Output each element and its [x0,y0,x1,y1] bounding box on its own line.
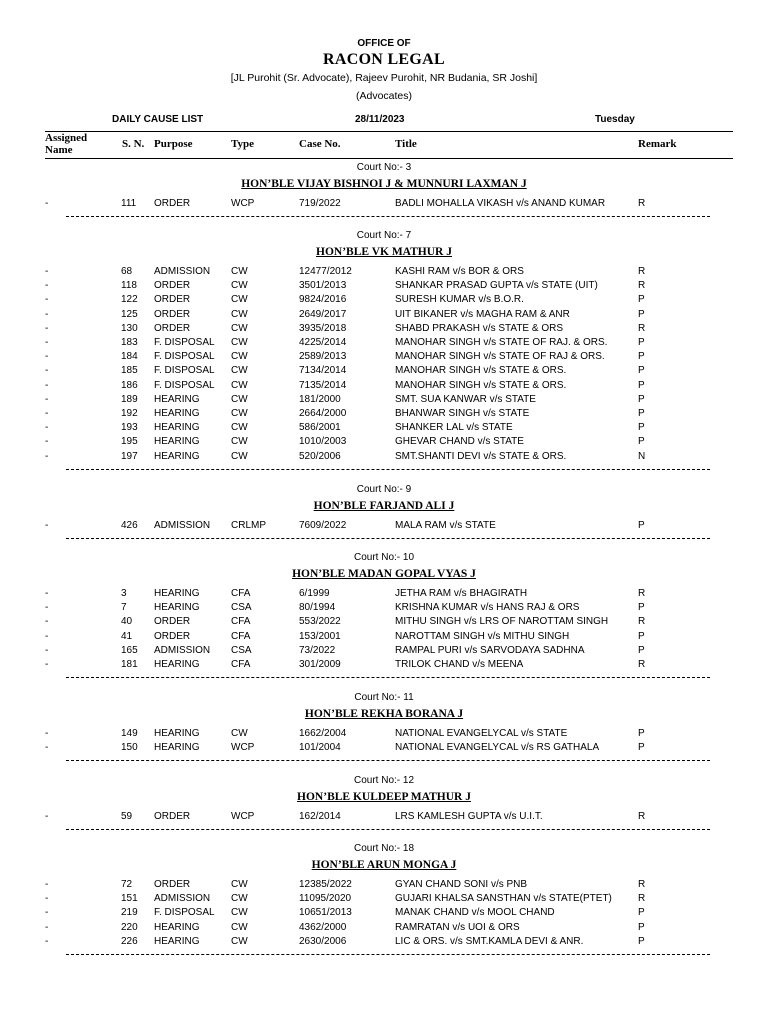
assigned-cell: - [45,602,49,614]
assigned-cell: - [45,379,49,391]
case-row [0,309,768,323]
section-separator [66,829,710,830]
purpose-cell: ORDER [154,322,191,334]
serial-number-cell: 184 [121,351,138,363]
case-title-cell: KASHI RAM v/s BOR & ORS [395,266,524,277]
remark-cell: R [638,879,646,890]
case-title-cell: BHANWAR SINGH v/s STATE [395,408,530,419]
case-number-cell: 7135/2014 [299,379,347,391]
remark-cell: P [638,351,645,363]
case-row [0,936,768,950]
purpose-cell: F. DISPOSAL [154,379,215,391]
case-row [0,451,768,465]
case-number-cell: 6/1999 [299,588,330,599]
assigned-cell: - [45,907,49,919]
remark-cell: R [638,616,646,628]
case-number-cell: 12385/2022 [299,879,352,890]
case-title-cell: MANOHAR SINGH v/s STATE OF RAJ. & ORS. [395,337,608,348]
court-number: Court No:- 3 [356,162,412,173]
assigned-cell: - [45,436,49,448]
court-number: Court No:- 11 [354,692,414,703]
serial-number-cell: 192 [121,408,138,419]
case-title-cell: GHEVAR CHAND v/s STATE [395,436,524,448]
assigned-cell: - [45,811,49,822]
court-number: Court No:- 10 [353,552,415,563]
case-row [0,380,768,394]
assigned-cell: - [45,266,49,277]
case-number-cell: 3501/2013 [299,280,347,292]
assigned-cell: - [45,630,49,642]
case-row [0,351,768,365]
remark-cell: P [638,393,645,405]
remark-cell: N [638,450,646,462]
serial-number-cell: 150 [121,742,138,754]
case-title-cell: SHANKAR PRASAD GUPTA v/s STATE (UIT) [395,280,598,292]
court-number: Court No:- 18 [353,843,415,854]
case-type-cell: CW [231,266,248,277]
serial-number-cell: 189 [121,393,138,405]
judge-name-text: HON’BLE ARUN MONGA J [311,859,457,871]
section-separator [66,677,710,678]
remark-cell: P [638,436,645,448]
serial-number-cell: 118 [121,280,137,292]
assigned-cell: - [45,280,49,292]
purpose-cell: ORDER [154,811,191,822]
case-number-cell: 1662/2004 [299,728,347,739]
serial-number-cell: 226 [121,935,138,947]
case-type-cell: CFA [231,588,251,599]
assigned-cell: - [45,659,49,670]
purpose-cell: F. DISPOSAL [154,907,215,919]
assigned-cell: - [45,921,49,933]
assigned-cell: - [45,742,49,754]
col-remark: Remark [638,138,677,150]
case-type-cell: CW [231,921,248,933]
serial-number-cell: 125 [121,308,138,320]
case-row [0,728,768,742]
remark-cell: R [638,811,646,822]
case-number-cell: 553/2022 [299,616,341,628]
serial-number-cell: 197 [121,450,138,462]
remark-cell: P [638,935,645,947]
purpose-cell: F. DISPOSAL [154,337,215,348]
col-type: Type [231,138,255,150]
case-row [0,394,768,408]
firm-name: RACON LEGAL [323,51,445,68]
case-title-cell: TRILOK CHAND v/s MEENA [395,659,524,670]
case-row [0,323,768,337]
purpose-cell: HEARING [154,408,200,419]
case-row [0,436,768,450]
court-number: Court No:- 9 [356,484,412,495]
case-type-cell: CW [231,879,248,890]
case-number-cell: 9824/2016 [299,294,347,306]
case-title-cell: GUJARI KHALSA SANSTHAN v/s STATE(PTET) [395,893,612,905]
serial-number-cell: 426 [121,520,138,531]
case-title-cell: NAROTTAM SINGH v/s MITHU SINGH [395,630,570,642]
purpose-cell: ORDER [154,294,191,306]
remark-cell: P [638,422,645,434]
remark-cell: R [638,893,646,905]
case-row [0,365,768,379]
case-type-cell: CW [231,365,248,377]
case-row [0,631,768,645]
case-type-cell: CW [231,450,248,462]
serial-number-cell: 219 [121,907,138,919]
case-row [0,811,768,825]
remark-cell: P [638,602,645,614]
serial-number-cell: 68 [121,266,133,277]
judge-name [0,246,768,258]
case-number-cell: 12477/2012 [299,266,352,277]
serial-number-cell: 193 [121,422,138,434]
case-type-cell: CW [231,322,248,334]
judge-name-text: HON’BLE KULDEEP MATHUR J [297,791,471,803]
col-purpose: Purpose [154,138,193,150]
case-type-cell: CSA [231,602,252,614]
purpose-cell: HEARING [154,742,200,754]
col-assigned [45,132,87,156]
serial-number-cell: 149 [121,728,138,739]
assigned-cell: - [45,450,49,462]
remark-cell: R [638,659,646,670]
case-row [0,337,768,351]
judge-name-text: HON’BLE VK MATHUR J [316,246,452,258]
case-number-cell: 2649/2017 [299,308,347,320]
case-number-cell: 181/2000 [299,393,341,405]
section-separator [66,760,710,761]
judge-name-text: HON’BLE VIJAY BISHNOI J & MUNNURI LAXMAN J [241,178,527,190]
case-title-cell: RAMRATAN v/s UOI & ORS [395,921,520,933]
remark-cell: P [638,630,645,642]
remark-cell: P [638,379,645,391]
case-number-cell: 162/2014 [299,811,341,822]
purpose-cell: ORDER [154,198,191,209]
case-type-cell: CW [231,308,248,320]
case-number-cell: 4225/2014 [299,337,347,348]
case-title-cell: GYAN CHAND SONI v/s PNB [395,879,528,890]
serial-number-cell: 41 [121,630,133,642]
case-row [0,520,768,534]
case-number-cell: 73/2022 [299,644,336,656]
assigned-cell: - [45,308,49,320]
case-number-cell: 7134/2014 [299,365,347,377]
purpose-cell: ORDER [154,879,191,890]
case-number-cell: 301/2009 [299,659,341,670]
case-row [0,616,768,630]
serial-number-cell: 195 [121,436,138,448]
serial-number-cell: 72 [121,879,133,890]
judge-name [0,708,768,720]
judge-name [0,568,768,580]
serial-number-cell: 122 [121,294,138,306]
judge-name-text: HON’BLE REKHA BORANA J [304,708,464,720]
serial-number-cell: 111 [121,198,137,209]
case-row [0,907,768,921]
serial-number-cell: 185 [121,365,138,377]
case-type-cell: CFA [231,616,251,628]
serial-number-cell: 165 [121,644,138,656]
assigned-cell: - [45,294,49,306]
case-type-cell: CFA [231,630,251,642]
case-title-cell: UIT BIKANER v/s MAGHA RAM & ANR [395,308,570,320]
case-title-cell: RAMPAL PURI v/s SARVODAYA SADHNA [395,644,585,656]
purpose-cell: HEARING [154,588,200,599]
case-type-cell: CW [231,436,248,448]
case-row [0,659,768,673]
purpose-cell: HEARING [154,602,200,614]
case-title-cell: MANOHAR SINGH v/s STATE & ORS. [395,379,567,391]
purpose-cell: HEARING [154,935,200,947]
case-type-cell: CW [231,893,248,905]
assigned-cell: - [45,393,49,405]
case-number-cell: 3935/2018 [299,322,347,334]
assigned-cell: - [45,408,49,419]
serial-number-cell: 7 [121,602,127,614]
case-number-cell: 80/1994 [299,602,336,614]
remark-cell: P [638,294,645,306]
case-number-cell: 586/2001 [299,422,341,434]
purpose-cell: F. DISPOSAL [154,365,215,377]
case-title-cell: MANAK CHAND v/s MOOL CHAND [395,907,555,919]
case-number-cell: 1010/2003 [299,436,347,448]
case-number-cell: 719/2022 [299,198,341,209]
purpose-cell: ADMISSION [154,520,211,531]
case-title-cell: SMT. SUA KANWAR v/s STATE [395,393,536,405]
serial-number-cell: 220 [121,921,138,933]
serial-number-cell: 40 [121,616,133,628]
case-number-cell: 11095/2020 [299,893,352,905]
section-separator [66,216,710,217]
case-type-cell: CW [231,728,248,739]
list-title: DAILY CAUSE LIST [112,114,204,125]
case-number-cell: 153/2001 [299,630,341,642]
purpose-cell: ADMISSION [154,893,211,905]
case-type-cell: CW [231,422,248,434]
case-number-cell: 7609/2022 [299,520,347,531]
purpose-cell: HEARING [154,659,200,670]
case-title-cell: LIC & ORS. v/s SMT.KAMLA DEVI & ANR. [395,935,584,947]
assigned-cell: - [45,728,49,739]
case-number-cell: 101/2004 [299,742,341,754]
col-sn: S. N. [122,138,145,150]
case-title-cell: NATIONAL EVANGELYCAL v/s STATE [395,728,568,739]
judge-name [0,859,768,871]
assigned-cell: - [45,198,49,209]
remark-cell: R [638,266,646,277]
assigned-cell: - [45,322,49,334]
serial-number-cell: 181 [121,659,138,670]
remark-cell: P [638,337,645,348]
remark-cell: P [638,308,645,320]
list-date: 28/11/2023 [355,114,405,125]
purpose-cell: HEARING [154,422,200,434]
assigned-cell: - [45,616,49,628]
designation-line: (Advocates) [355,90,413,102]
case-row [0,742,768,756]
case-row [0,879,768,893]
assigned-cell: - [45,935,49,947]
case-type-cell: CW [231,935,248,947]
serial-number-cell: 3 [121,588,127,599]
assigned-cell: - [45,588,49,599]
case-type-cell: CFA [231,659,251,670]
assigned-cell: - [45,893,49,905]
case-row [0,893,768,907]
purpose-cell: ORDER [154,616,191,628]
purpose-cell: HEARING [154,393,200,405]
section-separator [66,538,710,539]
case-type-cell: CW [231,393,248,405]
case-row [0,280,768,294]
judge-name-text: HON’BLE FARJAND ALI J [313,500,455,512]
case-title-cell: MANOHAR SINGH v/s STATE & ORS. [395,365,567,377]
column-header-row [45,131,733,159]
case-title-cell: MITHU SINGH v/s LRS OF NAROTTAM SINGH [395,616,609,628]
case-title-cell: SMT.SHANTI DEVI v/s STATE & ORS. [395,450,567,462]
purpose-cell: HEARING [154,921,200,933]
remark-cell: P [638,644,645,656]
case-title-cell: LRS KAMLESH GUPTA v/s U.I.T. [395,811,543,822]
remark-cell: R [638,280,646,292]
purpose-cell: HEARING [154,450,200,462]
serial-number-cell: 151 [121,893,138,905]
case-title-cell: MALA RAM v/s STATE [395,520,496,531]
case-row [0,588,768,602]
case-type-cell: CW [231,907,248,919]
purpose-cell: ADMISSION [154,266,211,277]
case-type-cell: CRLMP [231,520,267,531]
judge-name-text: HON’BLE MADAN GOPAL VYAS J [292,568,476,580]
assigned-cell: - [45,337,49,348]
assigned-cell: - [45,422,49,434]
court-number: Court No:- 12 [353,775,415,786]
case-row [0,645,768,659]
case-title-cell: NATIONAL EVANGELYCAL v/s RS GATHALA [395,742,600,754]
case-title-cell: KRISHNA KUMAR v/s HANS RAJ & ORS [395,602,580,614]
purpose-cell: ORDER [154,308,191,320]
case-row [0,198,768,212]
serial-number-cell: 130 [121,322,138,334]
purpose-cell: F. DISPOSAL [154,351,215,363]
case-row [0,602,768,616]
case-row [0,922,768,936]
judge-name [0,500,768,512]
case-type-cell: CW [231,408,248,419]
case-number-cell: 520/2006 [299,450,341,462]
section-separator [66,469,710,470]
serial-number-cell: 59 [121,811,133,822]
case-title-cell: SHANKER LAL v/s STATE [395,422,513,434]
case-title-cell: BADLI MOHALLA VIKASH v/s ANAND KUMAR [395,198,606,209]
purpose-cell: ORDER [154,630,191,642]
remark-cell: P [638,408,645,419]
remark-cell: R [638,198,646,209]
case-title-cell: JETHA RAM v/s BHAGIRATH [395,588,528,599]
case-type-cell: CW [231,294,248,306]
purpose-cell: HEARING [154,436,200,448]
case-row [0,422,768,436]
case-number-cell: 2589/2013 [299,351,347,363]
remark-cell: P [638,907,645,919]
list-day: Tuesday [595,114,635,125]
purpose-cell: ADMISSION [154,644,211,656]
judge-name [0,178,768,190]
remark-cell: P [638,921,645,933]
case-type-cell: WCP [231,198,255,209]
serial-number-cell: 183 [121,337,138,348]
col-title: Title [395,138,417,150]
remark-cell: R [638,588,646,599]
case-row [0,408,768,422]
office-of-label: OFFICE OF [357,38,411,49]
court-number: Court No:- 7 [356,230,412,241]
assigned-cell: - [45,351,49,363]
case-type-cell: CW [231,337,248,348]
case-row [0,266,768,280]
case-title-cell: MANOHAR SINGH v/s STATE OF RAJ & ORS. [395,351,605,363]
serial-number-cell: 186 [121,379,138,391]
col-case-no: Case No. [299,138,341,150]
remark-cell: P [638,520,645,531]
case-type-cell: WCP [231,742,255,754]
judge-name [0,791,768,803]
assigned-cell: - [45,520,49,531]
remark-cell: P [638,728,645,739]
case-title-cell: SHABD PRAKASH v/s STATE & ORS [395,322,563,334]
section-separator [66,954,710,955]
col-assigned-line2: Name [45,144,73,156]
case-number-cell: 4362/2000 [299,921,347,933]
case-number-cell: 10651/2013 [299,907,352,919]
case-number-cell: 2630/2006 [299,935,347,947]
purpose-cell: ORDER [154,280,191,292]
assigned-cell: - [45,365,49,377]
col-assigned-line1: Assigned [45,132,88,144]
case-type-cell: CW [231,379,248,391]
partners-line: [JL Purohit (Sr. Advocate), Rajeev Purohit, NR Budania, SR Joshi] [230,72,538,84]
assigned-cell: - [45,879,49,890]
case-type-cell: CSA [231,644,252,656]
remark-cell: P [638,742,645,754]
remark-cell: P [638,365,645,377]
case-type-cell: CW [231,351,248,363]
case-row [0,294,768,308]
case-type-cell: CW [231,280,248,292]
assigned-cell: - [45,644,49,656]
case-type-cell: WCP [231,811,255,822]
purpose-cell: HEARING [154,728,200,739]
case-number-cell: 2664/2000 [299,408,347,419]
remark-cell: R [638,322,646,334]
case-title-cell: SURESH KUMAR v/s B.O.R. [395,294,524,306]
